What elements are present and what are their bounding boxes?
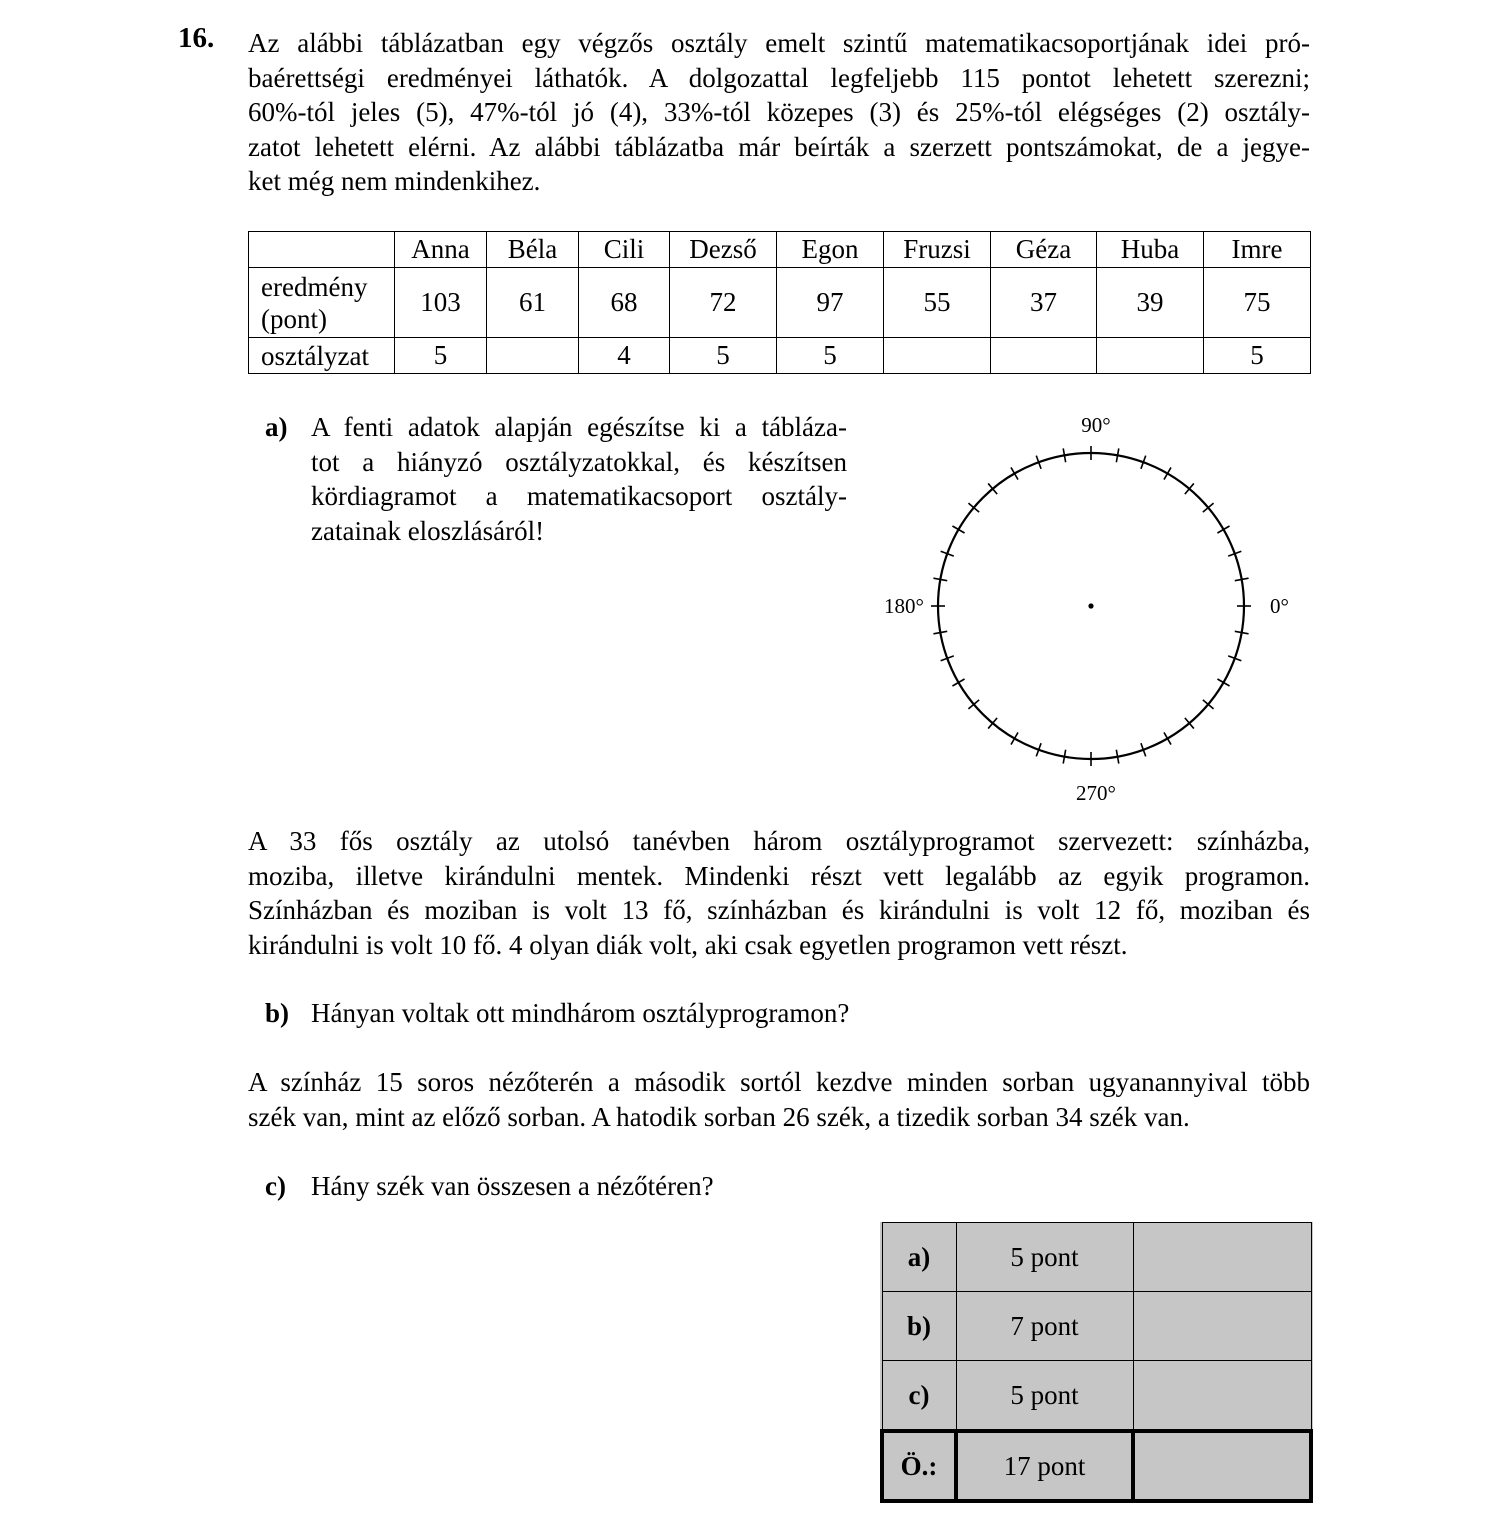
- part-a-line: tot a hiányzó osztályzatokkal, és készítsen: [311, 446, 847, 477]
- grade-cell[interactable]: [884, 338, 991, 374]
- score-total-label: Ö.:: [882, 1431, 956, 1501]
- table-row-grades: [249, 338, 1311, 374]
- intro-line: baérettségi eredményei láthatók. A dolgozattal legfeljebb 115 pontot lehetett szerezni;: [248, 62, 1310, 93]
- part-b: [265, 996, 1165, 1032]
- grade-cell[interactable]: [991, 338, 1097, 374]
- table-header-cell: Dezső: [670, 232, 777, 268]
- part-a-line: zatainak eloszlásáról!: [311, 515, 545, 546]
- score-total-row: [882, 1431, 1311, 1501]
- part-a-label: a): [265, 412, 288, 442]
- grade-cell[interactable]: 5: [777, 338, 884, 374]
- part-b-text: Hányan voltak ott mindhárom osztályprogramon?: [311, 998, 850, 1028]
- table-header-cell: Cili: [579, 232, 670, 268]
- part-c-text: Hány szék van összesen a nézőtéren?: [311, 1171, 714, 1201]
- score-max-points: 5 pont: [956, 1361, 1133, 1432]
- part-a-line: A fenti adatok alapján egészítse ki a tábláza-: [311, 412, 847, 442]
- table-header-cell: Egon: [777, 232, 884, 268]
- tick-mark: [952, 679, 964, 686]
- score-total-earned-cell[interactable]: [1133, 1431, 1311, 1501]
- score-row-label: b): [882, 1292, 956, 1361]
- intro-line: ket még nem mindenkihez.: [248, 166, 541, 196]
- score-cell: 61: [487, 268, 579, 338]
- paragraph-line: A 33 fős osztály az utolsó tanévben három osztályprogramot szervezett: színházba,: [248, 826, 1310, 856]
- intro-line: Az alábbi táblázatban egy végzős osztály emelt szintű matematikacsoportjának idei pró-: [248, 28, 1310, 58]
- score-row: [882, 1292, 1311, 1361]
- label-270-degrees: 270°: [1076, 781, 1116, 805]
- paragraph-programs: [248, 824, 1310, 962]
- tick-mark: [1011, 467, 1018, 479]
- tick-mark: [952, 526, 964, 533]
- table-header-cell: Huba: [1097, 232, 1204, 268]
- part-b-label: b): [265, 998, 290, 1028]
- pie-chart-template[interactable]: [870, 400, 1310, 812]
- table-header-cell: Imre: [1204, 232, 1311, 268]
- paragraph-line: moziba, illetve kirándulni mentek. Mindenki részt vett legalább az egyik programon.: [248, 860, 1310, 891]
- paragraph-line: kirándulni is volt 10 fő. 4 olyan diák volt, aki csak egyetlen programon vett részt.: [248, 929, 1128, 960]
- tick-mark: [1164, 732, 1171, 744]
- score-earned-cell[interactable]: [1133, 1223, 1311, 1292]
- tick-mark: [1011, 732, 1018, 744]
- score-table: [880, 1222, 1313, 1503]
- label-0-degrees: 0°: [1270, 594, 1289, 618]
- row-label-line: (pont): [261, 303, 327, 334]
- score-earned-cell[interactable]: [1133, 1361, 1311, 1432]
- table-header-cell: Fruzsi: [884, 232, 991, 268]
- row-label-scores: [249, 268, 395, 338]
- paragraph-line: A színház 15 soros nézőterén a második sortól kezdve minden sorban ugyanannyival több: [248, 1067, 1310, 1097]
- tick-mark: [1217, 526, 1229, 533]
- score-cell: 103: [395, 268, 487, 338]
- table-header-cell: Géza: [991, 232, 1097, 268]
- paragraph-theater: [248, 1065, 1310, 1134]
- paragraph-line: Színházban és moziban is volt 13 fő, színházban és kirándulni is volt 12 fő, moziban és: [248, 895, 1310, 925]
- score-cell: 55: [884, 268, 991, 338]
- table-row-scores: [249, 268, 1311, 338]
- score-max-points: 7 pont: [956, 1292, 1133, 1361]
- intro-line: 60%-tól jeles (5), 47%-tól jó (4), 33%-tól közepes (3) és 25%-tól elégséges (2) osztály-: [248, 97, 1310, 127]
- part-c: [265, 1169, 1165, 1205]
- grade-cell[interactable]: [1097, 338, 1204, 374]
- row-label-line: eredmény: [261, 271, 368, 302]
- score-cell: 39: [1097, 268, 1204, 338]
- score-cell: 75: [1204, 268, 1311, 338]
- score-row-label: c): [882, 1361, 956, 1432]
- label-90-degrees: 90°: [1081, 413, 1111, 437]
- intro-line: zatot lehetett elérni. Az alábbi táblázatba már beírták a szerzett pontszámokat, de a jegye-: [248, 131, 1310, 162]
- score-cell: 68: [579, 268, 670, 338]
- score-total-points: 17 pont: [956, 1431, 1133, 1501]
- grades-table: [248, 231, 1311, 374]
- part-a-line: kördiagramot a matematikacsoport osztály-: [311, 481, 847, 511]
- table-header-cell: Béla: [487, 232, 579, 268]
- score-max-points: 5 pont: [956, 1223, 1133, 1292]
- grade-cell[interactable]: 5: [395, 338, 487, 374]
- table-header-row: [249, 232, 1311, 268]
- score-cell: 97: [777, 268, 884, 338]
- part-c-label: c): [265, 1171, 286, 1201]
- row-label-grades: osztályzat: [249, 338, 395, 374]
- table-corner-cell: [249, 232, 395, 268]
- part-a: [265, 410, 847, 550]
- part-a-text: [311, 410, 847, 548]
- tick-mark: [1217, 679, 1229, 686]
- grade-cell[interactable]: 5: [670, 338, 777, 374]
- table-header-cell: Anna: [395, 232, 487, 268]
- tick-mark: [1164, 467, 1171, 479]
- question-intro: [248, 26, 1310, 199]
- label-180-degrees: 180°: [884, 594, 924, 618]
- score-row: [882, 1361, 1311, 1432]
- score-cell: 37: [991, 268, 1097, 338]
- score-earned-cell[interactable]: [1133, 1292, 1311, 1361]
- pie-center-dot: [1088, 603, 1093, 608]
- score-row-label: a): [882, 1223, 956, 1292]
- score-cell: 72: [670, 268, 777, 338]
- question-number: 16.: [178, 22, 215, 54]
- grade-cell[interactable]: 5: [1204, 338, 1311, 374]
- grade-cell[interactable]: [487, 338, 579, 374]
- score-row: [882, 1223, 1311, 1292]
- grade-cell[interactable]: 4: [579, 338, 670, 374]
- paragraph-line: szék van, mint az előző sorban. A hatodik sorban 26 szék, a tizedik sorban 34 szék van.: [248, 1101, 1190, 1132]
